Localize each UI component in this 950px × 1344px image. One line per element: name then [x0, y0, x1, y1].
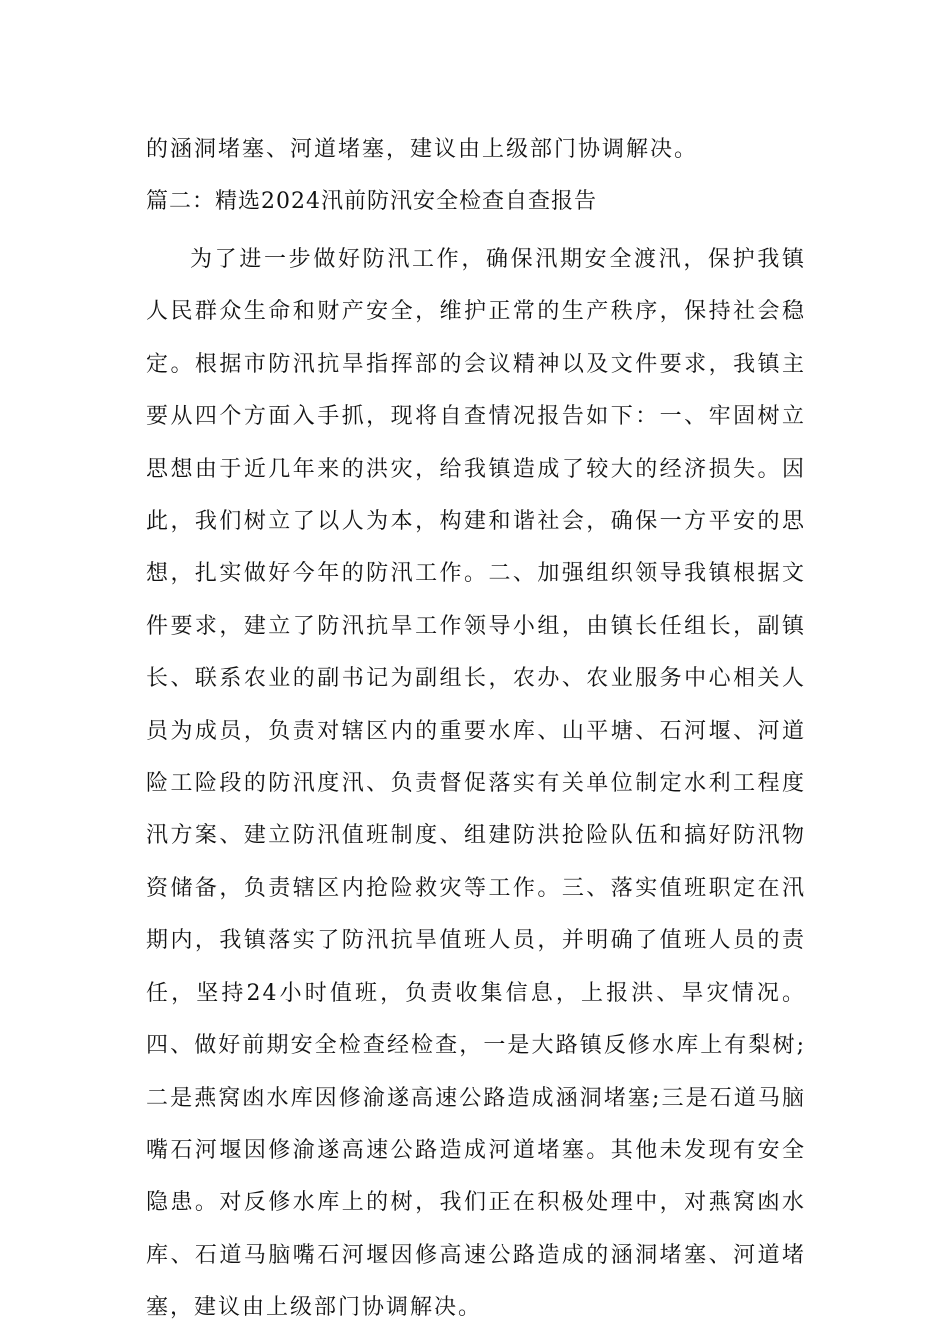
continuation-text: 的涵洞堵塞、河道堵塞，建议由上级部门协调解决。: [146, 137, 699, 162]
section-heading: 篇二：精选2024汛前防汛安全检查自查报告: [146, 189, 597, 214]
body-paragraph: 为了进一步做好防汛工作，确保汛期安全渡汛，保护我镇人民群众生命和财产安全，维护正常的生产秩序，保持社会稳定。根据市防汛抗旱指挥部的会议精神以及文件要求，我镇主要从四个方面入手抓，现将自查情况报告如下：一、牢固树立思想由于近几年来的洪灾，给我镇造成了较大的经济损失。因此，我们树立了以人为本，构建和谐社会，确保一方平安的思想，扎实做好今年的防汛工作。二、加强组织领导我镇根据文件要求，建立了防汛抗旱工作领导小组，由镇长任组长，副镇长、联系农业的副书记为副组长，农办、农业服务中心相关人员为成员，负责对辖区内的重要水库、山平塘、石河堰、河道险工险段的防汛度汛、负责督促落实有关单位制定水利工程度汛方案、建立防汛值班制度、组建防洪抢险队伍和搞好防汛物资储备，负责辖区内抢险救灾等工作。三、落实值班职定在汛期内，我镇落实了防汛抗旱值班人员，并明确了值班人员的责任，坚持24小时值班，负责收集信息，上报洪、旱灾情况。四、做好前期安全检查经检查，一是大路镇反修水库上有梨树;二是燕窝凼水库因修渝遂高速公路造成涵洞堵塞;三是石道马脑嘴石河堰因修渝遂高速公路造成河道堵塞。其他未发现有安全隐患。对反修水库上的树，我们正在积极处理中，对燕窝凼水库、石道马脑嘴石河堰因修高速公路造成的涵洞堵塞、河道堵塞，建议由上级部门协调解决。: [146, 247, 806, 1321]
